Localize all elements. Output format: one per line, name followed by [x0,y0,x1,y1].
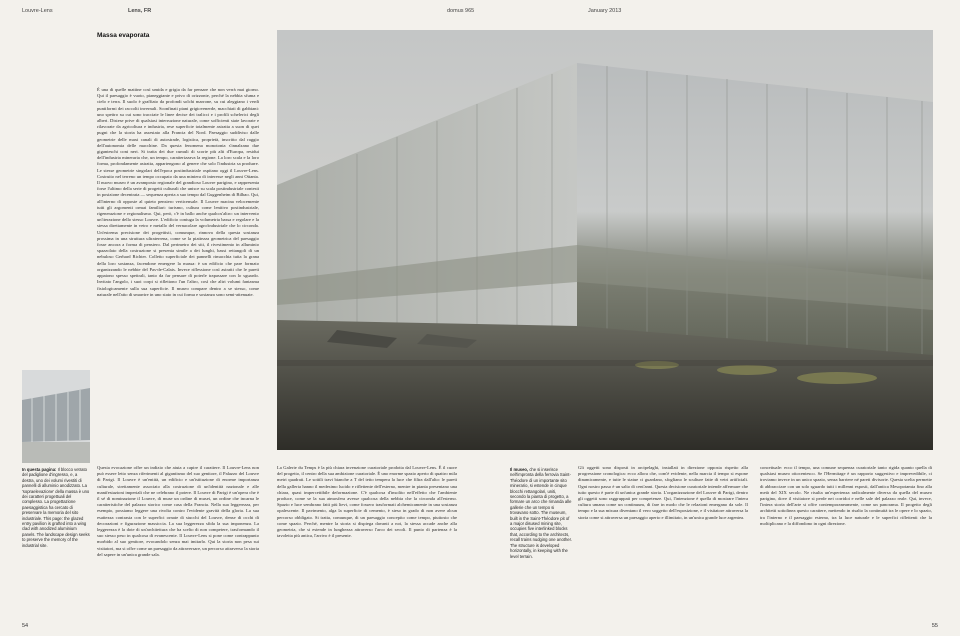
article-column-4 [578,465,748,615]
column-1-text: È una di quelle mattine così umida e grigia da far pensare che non verrà mai giorno. Qui il paesaggio è vuoto, pianeggiante e privo di orizzonte, perché la nebbia sfuma e cielo e terra. Il suolo è graffiato da profondi solchi marrone, su cui aleggiano i verdi puntiformi dei raccolti invernali. Sconfinati piani grigiovenerde, macchiati di gabbiani: uno spettro su cui sono tracciate le linee decise dei tralicci e i profili schelerici degli alberi. Distese prive di qualsiasi interruzione naturale, come sofficienti state lavorate e rilavorate da agricoltura e industria, rese superficie totalmente astratta a suon di quei pugni che la storia ha assestato alla Francia del Nord. Paesaggio suddiviso dalle geometrie delle maxi canali di autostrade, logistica, proprietà, inscritto dal raggio dell'autonomia delle macchine. Da questa fenomena monotonia s'innalzano due giganteschi coni neri. Si tratta dei due cumuli di scorie più alti d'Europa, residui dell'industria mineraria che, un tempo, caratterizzava la regione. La loro scala e la loro forma, profondamente astratta, appartengono al genere che solo l'industria sa produrre. Le stesse geometrie singolari dell'epoca postindustriale ospitano oggi il Louvre-Lens. Costruito nel terreno un tempo occupato da una miniera di interesse negli anni Ottanta. Il nuovo museo è un avamposto regionale del grandioso Louvre parigino, e rappresenta forse l'ultimo della serie di progetti culturali che unisce su scala postindustriale contesti in posizione decentrata — sequenza aperta a suo tempo dal Guggenheim di Bilbao. Qui, all'interno di opposte al quieto pensiero verticensale. Il Louvre macina velocemente tutti gli argomenti ormai familiari: turismo, cultura come lenitivo postindustriale, rigenerazione e regionalismo. Qui, però, c'è in ballo anche qualcos'altro: un intervento un'iterazione dello stesso Louvre. L'edificio coniuga la volumetria bassa e regolare e la stessa direttamente in vetro e metallo del vernacolare agro/industriale che lo circonda. Un'estrema precisione dei progettisti, comunque, rinnova della questa sostanza prossima in una struttura ultraterrena, come se la piattezza geometrica del paesaggio fosse ancora a forma di pensiero. Dal perimetro dei siti, il rivestimento in alluminio spazzolato della costruzione si presenta simile a dei lunghi, bassi rettangoli di un nebuloso Gerhard Richter. Colletto superficiale dei pannelli rimacchia tutta la grana della loro sostanza, facendone emergere la massa: è un edificio che pare formato organizzando le nebbie del Pas-de-Calais. Invece riflessione così astratti che le pareti appaiono spesso spettrali, tanto da far pensare di poterle trapassare con lo sguardo. Invitato l'angolo, i suoi corpi si riflettono l'un l'altro, così che altri volumi fantasma fisiologicamente sulla sua superficie. Il museo compare dentro a se stesso, come naturale nell'atto di smarrire in uno stato in cui forma e sostanza sono semi-attenuate. [97,87,259,297]
section-title: Massa evaporata [97,32,150,39]
column-3-text: La Galerie du Temps è la più chiara invenzione curatoriale prodotta dal Louvre-Lens. È il cuore del progetto, il centro della sua ambizione curatoriale. È uno enorme spazio aperto di quattro mila metri quadrati. Le sottili travi bianche a T del tetto tempera la luce che filtra dall'alto: le pareti della galleria hanno il medesimo lucido e riflettente dell'esterno, mentre in pianta presentano una chiara, quasi impercettibile deformazione. C'è qualcosa d'insolito nell'effetto che l'ambiente produce, come se la sua atmosfera avesse qualcosa della nebbia che la circonda all'esterno. Spazio e luce sembrano fatti più lievi, come fossero trasformati alchemicamente in una sostanza opalescente. Il pavimento, alga la superficie di cemento, è steso in grado di non avere alcun percorso obbligato. Si tratta, comunque, di un paesaggio concepito come tempo, piuttosto che come spazio. Perché, mentre la storia si dispiega davanti a noi, la stessa accade anche alla geometria, che si estende in lunghezza attraverso l'arco dei secoli. Il punto di partenza è la tavoletta più antica, l'arrivo è il presente. [277,465,457,539]
entry-pavilion-photo [22,370,90,463]
article-column-2 [97,465,259,615]
column-4-text: Gli oggetti sono disposti in arcipelaghi, installati in direzione opposta rispetto alla progressione cronologica: ecco allora che, com'è evidente, nella marcia il tempo si espone dinamicamente, e tutte le statue ci guardano, sfogliano le sculture fatte di vetri artificiali. Ogni nostro passo è un salto di cent'anni. Questa decisione curatoriale intende affermare che tutto questo è parte di un'unica grande storia. L'organizzazione del Louvre di Parigi, dentro gli oggetti sono raggruppati per competenze. Qui, l'intenzione è quella di mostrare l'intera cultura umana come un continuum, di fare in modo che le relazioni emergano da sole. Il tempo e la sua misura diventano il vero soggetto dell'esposizione, e il visitatore attraversa la storia come si attraversa un paesaggio aperto e illimitato, in un'unica grande luce argentea. [578,465,748,520]
page-number-right: 55 [931,623,938,629]
caption-left-label: In questa pagina: [22,467,57,472]
column-5-text: concettuale: ecco il tempo, una comune sequenza curatoriale tanto rigida quanto quella di qualsiasi museo ottocentesco. Se l'Hermitage è un rapporto suggestivo e imprevedibile, ci troviamo invece in un unico spazio, senza barriere né pareti divisorie. Questa scelta permette di abbracciare con un solo sguardo tutti i millenni esposti, dall'antica Mesopotamia fino alla metà del XIX secolo. Ne risulta un'esperienza radicalmente diversa da quella del museo parigino, dove il visitatore si perde nei corridoi e nelle sale del palazzo reale. Qui, invece, l'intera storia dell'arte si offre contemporaneamente, come un panorama. Il progetto degli architetti sottolinea questo carattere, mettendo in risalto la continuità tra le opere e lo spazio, tra l'interno e il paesaggio esterno, tra la luce naturale e le superfici riflettenti che la moltiplicano e la diffondono in ogni direzione. [760,465,932,526]
magazine-name: domus 965 [447,8,475,14]
main-photo [277,30,933,450]
page-number-left: 54 [22,623,29,629]
caption-mid-label: Il museo, [510,467,529,472]
running-header-location: Lens, FR [128,8,152,14]
caption-mid [510,467,572,615]
mirrored-building-photo [277,30,933,450]
issue-date: January 2013 [588,8,622,14]
caption-left-text: Il blocco vetrato del padiglione d'ingresso, e, a destra, uno dei volumi rivestiti di pannelli di alluminio anodizzato. La 'sopraelevazione' della massa è uno dei caratteri progettuali del complesso. La progettazione paesaggistica ha cercato di preservare la memoria del sito industriale. This page: the glazed entry pavilion is grafted into a wing clad with anodized aluminium panels. The landscape design seeks to preserve the memory of the industrial site. [22,467,90,548]
caption-left [22,467,90,615]
column-2-text: Questa evocazione offre un indizio che aiuta a capire il carattere. Il Louvre-Lens non può essere letto senza riferimenti al gigantismo del suo genitore, il Palazzo del Louvre di Parigi. Il Louvre è un'entità, un edificio e un'istituzione di enorme importanza culturale, strettamente associato alla costruzione di un'identità nazionale e alle manifestazioni imperiali che ne celebrano il potere. Il Louvre di Parigi è un'opera che è il sé di nominazione il Louvre, di muse un ordine di musei, un ordine che incarna le caratteristiche del palazzo storico come casa della Francia. Nella sua leggerezza, per esempio, possiamo leggere una rivolta contro l'evidente gravità della gloria. La sua esattezza contrasta con le superfici ornate di stucchi del Louvre, dense di occhi di decorazioni e figurazione massiccia. La sua leggerezza sfida la sua imponenza. La leggerezza è la dote di un'architettura che ha scelto di non competere, trasformando il suo stesso peso in qualcosa di evanescente. Il Louvre-Lens si pone come contrappunto morbido al suo genitore, evocandolo senza mai imitarlo. Qui la storia non pesa sui visitatori, ma si offre come un paesaggio da attraversare, un percorso attraverso la storia del sapere in un'unica grande sala. [97,465,259,557]
article-column-5 [760,465,932,615]
caption-mid-text: che si inserisce nell'impronta della ferrovia Saint-Théodore di un importante sito minerario, si estende in cinque blocchi rettangolari, uniti, secondo la pianta di progetto, a formare un arco che rimanda alle gallerie che un tempo si trovavano sotto. The museum, built in the Saint-Théodore pit of a major disused mining site, occupies five interlinked blocks that, according to the architects, recall trains nudging one another. The structure is developed horizontally, in keeping with the level terrain. [510,467,572,559]
thumbnail-photo [22,370,90,463]
running-header-brand: Louvre-Lens [22,8,53,14]
article-column-1 [97,87,259,463]
article-column-3 [277,465,457,615]
